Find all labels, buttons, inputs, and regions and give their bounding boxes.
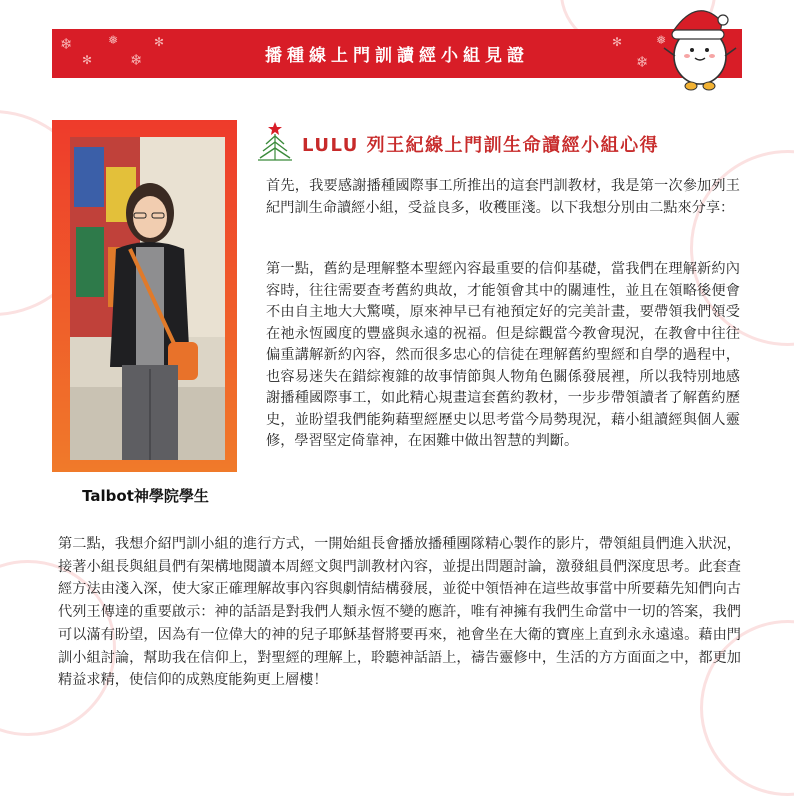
paragraph-point-one: 第一點，舊約是理解整本聖經內容最重要的信仰基礎，當我們在理解新約內容時，往往需要查考舊約典故，才能領會其中的關連性，並且在領略後便會不由自主地大大驚嘆，原來神早已有祂預定好的完美計畫，要帶領我們領受在祂永恆國度的豐盛與永遠的祝福。但是綜觀當今教會現況，在教會中往往偏重講解新約內容，然而很多忠心的信徒在理解舊約聖經和自學的過程中，也容易迷失在錯綜複雜的故事情節與人物角色關係發展裡，所以我特別地感謝播種國際事工，如此精心規畫這套舊約教材，一步步帶領讀者了解舊約歷史，並盼望我們能夠藉聖經歷史以思考當今局勢現況，藉小組讀經與個人靈修，學習堅定倚靠神，在困難中做出智慧的判斷。 — [266, 261, 740, 449]
christmas-tree-icon — [258, 120, 292, 164]
snowflake-icon: ❅ — [656, 33, 667, 47]
header-banner — [52, 29, 742, 78]
photo-caption: Talbot神學院學生 — [82, 487, 209, 505]
snowflake-icon: ✻ — [154, 35, 165, 49]
snowflake-icon: ✻ — [612, 35, 623, 49]
snowflake-icon: ❄ — [636, 53, 649, 71]
snowflake-icon: ❅ — [108, 33, 119, 47]
snowflake-icon: ✻ — [82, 53, 93, 67]
member-photo — [70, 137, 225, 460]
snowflake-icon: ❄ — [130, 51, 143, 69]
snowflake-icon: ❄ — [60, 35, 73, 53]
paragraph-point-two: 第二點，我想介紹門訓小組的進行方式，一開始組長會播放播種團隊精心製作的影片，帶領組員們進入狀況，接著小組長與組員們有架構地閱讀本周經文與門訓教材內容，並提出問題討論，激發組員們深度思考。此套查經方法由淺入深，使大家正確理解故事內容與劇情結構發展，並從中領悟神在這些故事當中所要藉先知們向古代列王傳達的重要啟示：神的話語是對我們人類永恆不變的應許，唯有神擁有我們生命當中一切的答案，我們可以滿有盼望，因為有一位偉大的神的兒子耶穌基督將要再來，祂會坐在大衛的寶座上直到永永遠遠。藉由門訓小組討論，幫助我在信仰上，對聖經的理解上，聆聽神話語上，禱告靈修中，生活的方方面面之中，都更加精益求精，使信仰的成熟度能夠更上層樓！ — [58, 536, 741, 689]
testimony-heading: LULU 列王紀線上門訓生命讀經小組心得 — [302, 135, 660, 156]
santa-mascot-icon — [660, 0, 740, 96]
banner-title: 播種線上門訓讀經小組見證 — [265, 46, 529, 66]
paragraph-intro: 首先，我要感謝播種國際事工所推出的這套門訓教材，我是第一次參加列王紀門訓生命讀經小組，受益良多，收穫匪淺。以下我想分別由二點來分享： — [266, 178, 740, 216]
